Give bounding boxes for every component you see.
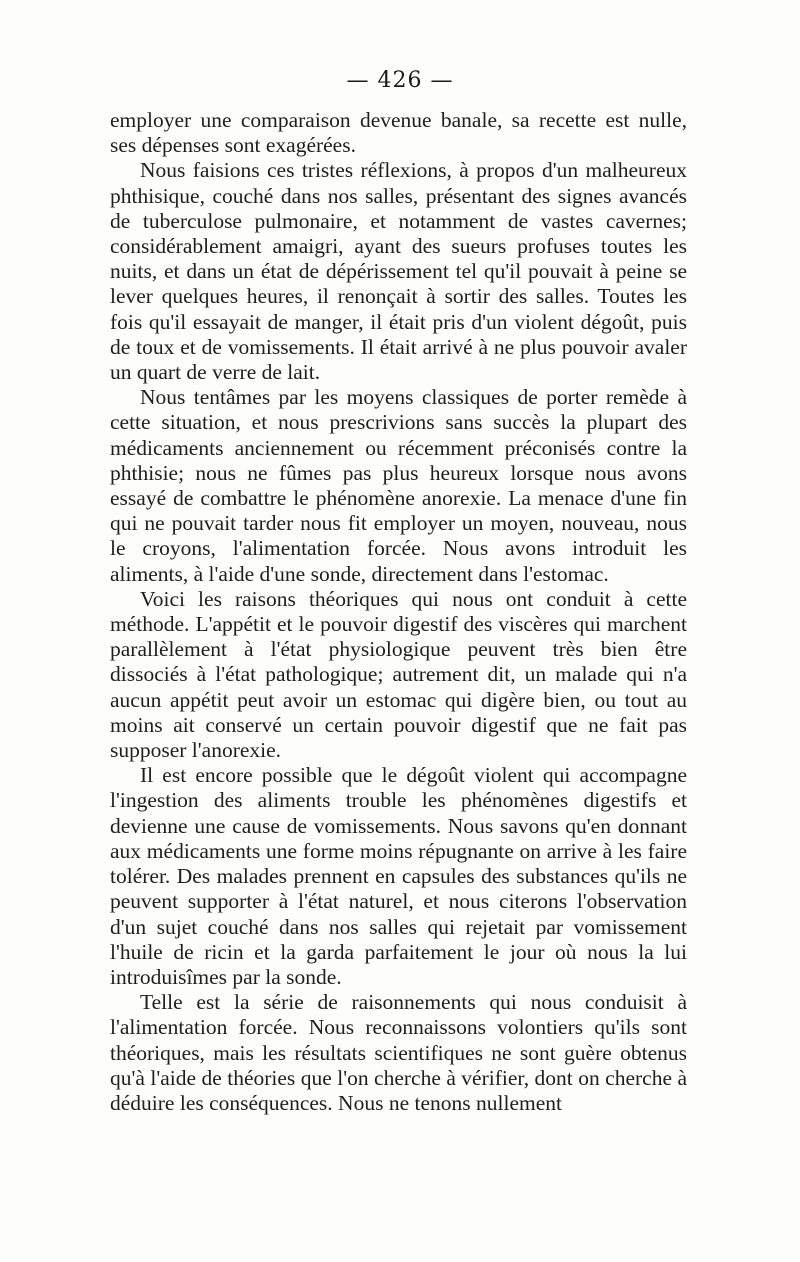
paragraph-continuation: employer une comparaison devenue banale, sa recette est nulle, ses dépenses sont exagérées.	[110, 108, 687, 158]
paragraph: Nous tentâmes par les moyens classiques de porter remède à cette situation, et nous prescrivions sans succès la plupart des médicaments anciennement ou récemment préconisés contre la phthisie; nous ne fûmes pas plus heureux lorsque nous avons essayé de combattre le phénomène anorexie. La menace d'une fin qui ne pouvait tarder nous fit employer un moyen, nouveau, nous le croyons, l'alimentation forcée. Nous avons introduit les aliments, à l'aide d'une sonde, directement dans l'estomac.	[110, 385, 687, 586]
page-number: — 426 —	[346, 68, 454, 93]
paragraph: Il est encore possible que le dégoût violent qui accompagne l'ingestion des aliments trouble les phénomènes digestifs et devienne une cause de vomissements. Nous savons qu'en donnant aux médicaments une forme moins répugnante on arrive à les faire tolérer. Des malades prennent en capsules des substances qu'ils ne peuvent supporter à l'état naturel, et nous citerons l'observation d'un sujet couché dans nos salles qui rejetait par vomissement l'huile de ricin et la garda parfaitement le jour où nous la lui introduisîmes par la sonde.	[110, 763, 687, 989]
paragraph: Telle est la série de raisonnements qui nous conduisit à l'alimentation forcée. Nous reconnaissons volontiers qu'ils sont théoriques, mais les résultats scientifiques ne sont guère obtenus qu'à l'aide de théories que l'on cherche à vérifier, dont on cherche à déduire les conséquences. Nous ne tenons nullement	[110, 990, 687, 1115]
paragraph: Voici les raisons théoriques qui nous ont conduit à cette méthode. L'appétit et le pouvoir digestif des viscères qui marchent parallèlement à l'état physiologique peuvent très bien être dissociés à l'état pathologique; autrement dit, un malade qui n'a aucun appétit peut avoir un estomac qui digère bien, ou tout au moins ait conservé un certain pouvoir digestif que ne fait pas supposer l'anorexie.	[110, 586, 687, 763]
paragraph: Nous faisions ces tristes réflexions, à propos d'un malheureux phthisique, couché dans nos salles, présentant des signes avancés de tuberculose pulmonaire, et notamment de vastes cavernes; considérablement amaigri, ayant des sueurs profuses toutes les nuits, et dans un état de dépérissement tel qu'il pouvait à peine se lever quelques heures, il renonçait à sortir des salles. Toutes les fois qu'il essayait de manger, il était pris d'un violent dégoût, puis de toux et de vomissements. Il était arrivé à ne plus pouvoir avaler un quart de verre de lait.	[110, 158, 687, 385]
body-text	[110, 108, 687, 1116]
